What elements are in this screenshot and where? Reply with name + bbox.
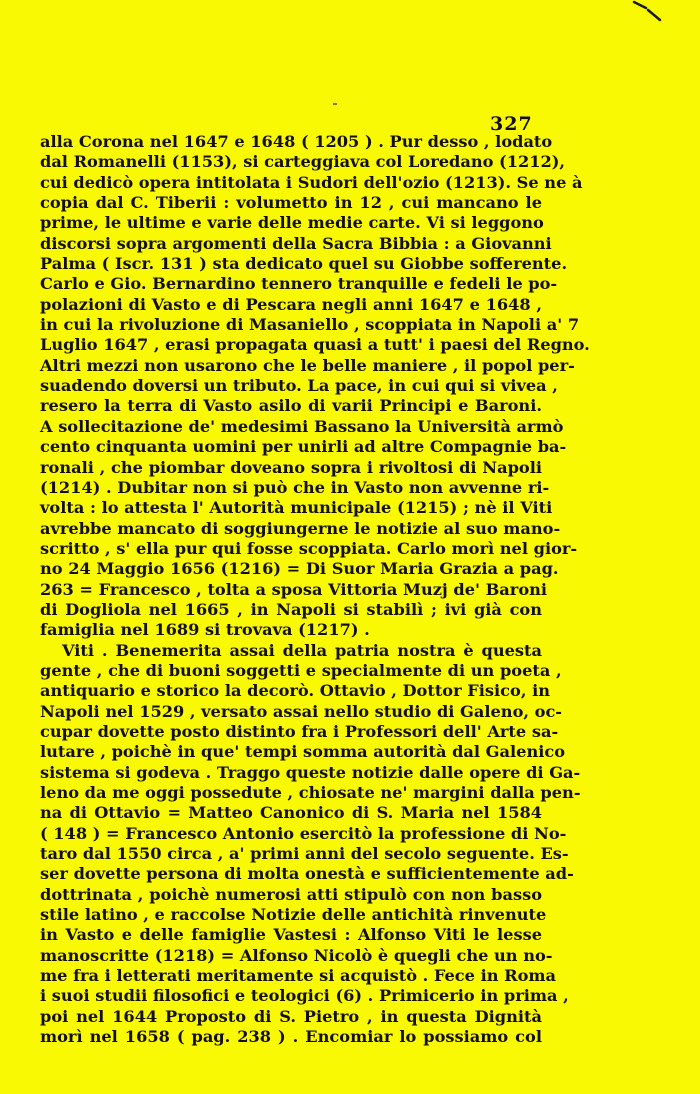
text-line: poi nel 1644 Proposto di S. Pietro , in questa Dignità xyxy=(40,1006,542,1026)
text-line: dottrinata , poichè numerosi atti stipulò con non basso xyxy=(40,884,542,904)
text-line: no 24 Maggio 1656 (1216) = Di Suor Maria Grazia a pag. xyxy=(40,559,559,579)
text-line: resero la terra di Vasto asilo di varii Principi e Baroni. xyxy=(40,396,542,416)
text-line: Luglio 1647 , erasi propagata quasi a tutt' i paesi del Regno. xyxy=(40,335,590,355)
text-line: me fra i letterati meritamente si acquistò . Fece in Roma xyxy=(40,966,557,986)
text-line: stile latino , e raccolse Notizie delle antichità rinvenute xyxy=(40,905,547,925)
text-line: copia dal C. Tiberii : volumetto in 12 , cui mancano le xyxy=(40,193,542,213)
text-line: discorsi sopra argomenti della Sacra Bibbia : a Giovanni xyxy=(40,233,552,253)
text-line: (1214) . Dubitar non si può che in Vasto non avvenne ri- xyxy=(40,477,550,497)
text-line: avrebbe mancato di soggiungerne le notizie al suo mano- xyxy=(40,518,561,538)
text-line: Palma ( Iscr. 131 ) sta dedicato quel su Giobbe sofferente. xyxy=(40,254,568,274)
text-line: cui dedicò opera intitolata i Sudori dell'ozio (1213). Se ne à xyxy=(40,172,583,192)
page-number: 327 xyxy=(490,113,533,135)
ink-speck xyxy=(333,103,337,105)
text-line: manoscritte (1218) = Alfonso Nicolò è quegli che un no- xyxy=(40,945,553,965)
text-line: antiquario e storico la decorò. Ottavio , Dottor Fisico, in xyxy=(40,681,551,701)
text-line: Carlo e Gio. Bernardino tennero tranquille e fedeli le po- xyxy=(40,274,558,294)
text-line: di Dogliola nel 1665 , in Napoli si stabilì ; ivi già con xyxy=(40,599,542,619)
text-line: i suoi studii filosofici e teologici (6) . Primicerio in prima , xyxy=(40,986,569,1006)
text-line: morì nel 1658 ( pag. 238 ) . Encomiar lo possiamo col xyxy=(40,1027,542,1047)
text-line: suadendo doversi un tributo. La pace, in cui qui si vivea , xyxy=(40,376,558,396)
corner-ink-mark xyxy=(632,0,662,22)
text-line: polazioni di Vasto e di Pescara negli anni 1647 e 1648 , xyxy=(40,294,542,314)
text-line: Napoli nel 1529 , versato assai nello studio di Galeno, oc- xyxy=(40,701,563,721)
text-line: sistema si godeva . Traggo queste notizie dalle opere di Ga- xyxy=(40,762,581,782)
text-line: cento cinquanta uomini per unirli ad altre Compagnie ba- xyxy=(40,437,567,457)
text-line: in Vasto e delle famiglie Vastesi : Alfonso Viti le lesse xyxy=(40,925,542,945)
text-line: ( 148 ) = Francesco Antonio esercitò la professione di No- xyxy=(40,823,567,843)
text-line: famiglia nel 1689 si trovava (1217) . xyxy=(40,620,370,640)
text-line: 263 = Francesco , tolta a sposa Vittoria Muzj de' Baroni xyxy=(40,579,548,599)
text-line: leno da me oggi possedute , chiosate ne' margini dalla pen- xyxy=(40,783,581,802)
text-line: lutare , poichè in que' tempi somma autorità dal Galenico xyxy=(40,742,566,762)
text-line: dal Romanelli (1153), si carteggiava col Loredano (1212), xyxy=(40,152,566,172)
text-line: in cui la rivoluzione di Masaniello , scoppiata in Napoli a' 7 xyxy=(40,315,580,335)
text-line: scritto , s' ella pur qui fosse scoppiata. Carlo morì nel gior- xyxy=(40,538,578,558)
text-line: gente , che di buoni soggetti e specialmente di un poeta , xyxy=(40,660,562,680)
text-line: ronali , che piombar doveano sopra i rivoltosi di Napoli xyxy=(40,457,542,477)
text-line: taro dal 1550 circa , a' primi anni del secolo seguente. Es- xyxy=(40,844,569,864)
text-line: A sollecitazione de' medesimi Bassano la Università armò xyxy=(40,416,564,436)
text-line: Altri mezzi non usarono che le belle maniere , il popol per- xyxy=(40,355,575,375)
text-line: prime, le ultime e varie delle medie carte. Vi si leggono xyxy=(40,213,544,233)
text-line: Viti . Benemerita assai della patria nostra è questa xyxy=(62,640,542,660)
text-line: alla Corona nel 1647 e 1648 ( 1205 ) . Pur desso , lodato xyxy=(40,132,553,151)
text-line: volta : lo attesta l' Autorità municipale (1215) ; nè il Viti xyxy=(40,498,553,518)
text-line: na di Ottavio = Matteo Canonico di S. Maria nel 1584 xyxy=(40,803,542,823)
text-line: ser dovette persona di molta onestà e sufficientemente ad- xyxy=(40,864,574,884)
body-text xyxy=(40,132,590,1047)
text-line: cupar dovette posto distinto fra i Professori dell' Arte sa- xyxy=(40,721,559,741)
